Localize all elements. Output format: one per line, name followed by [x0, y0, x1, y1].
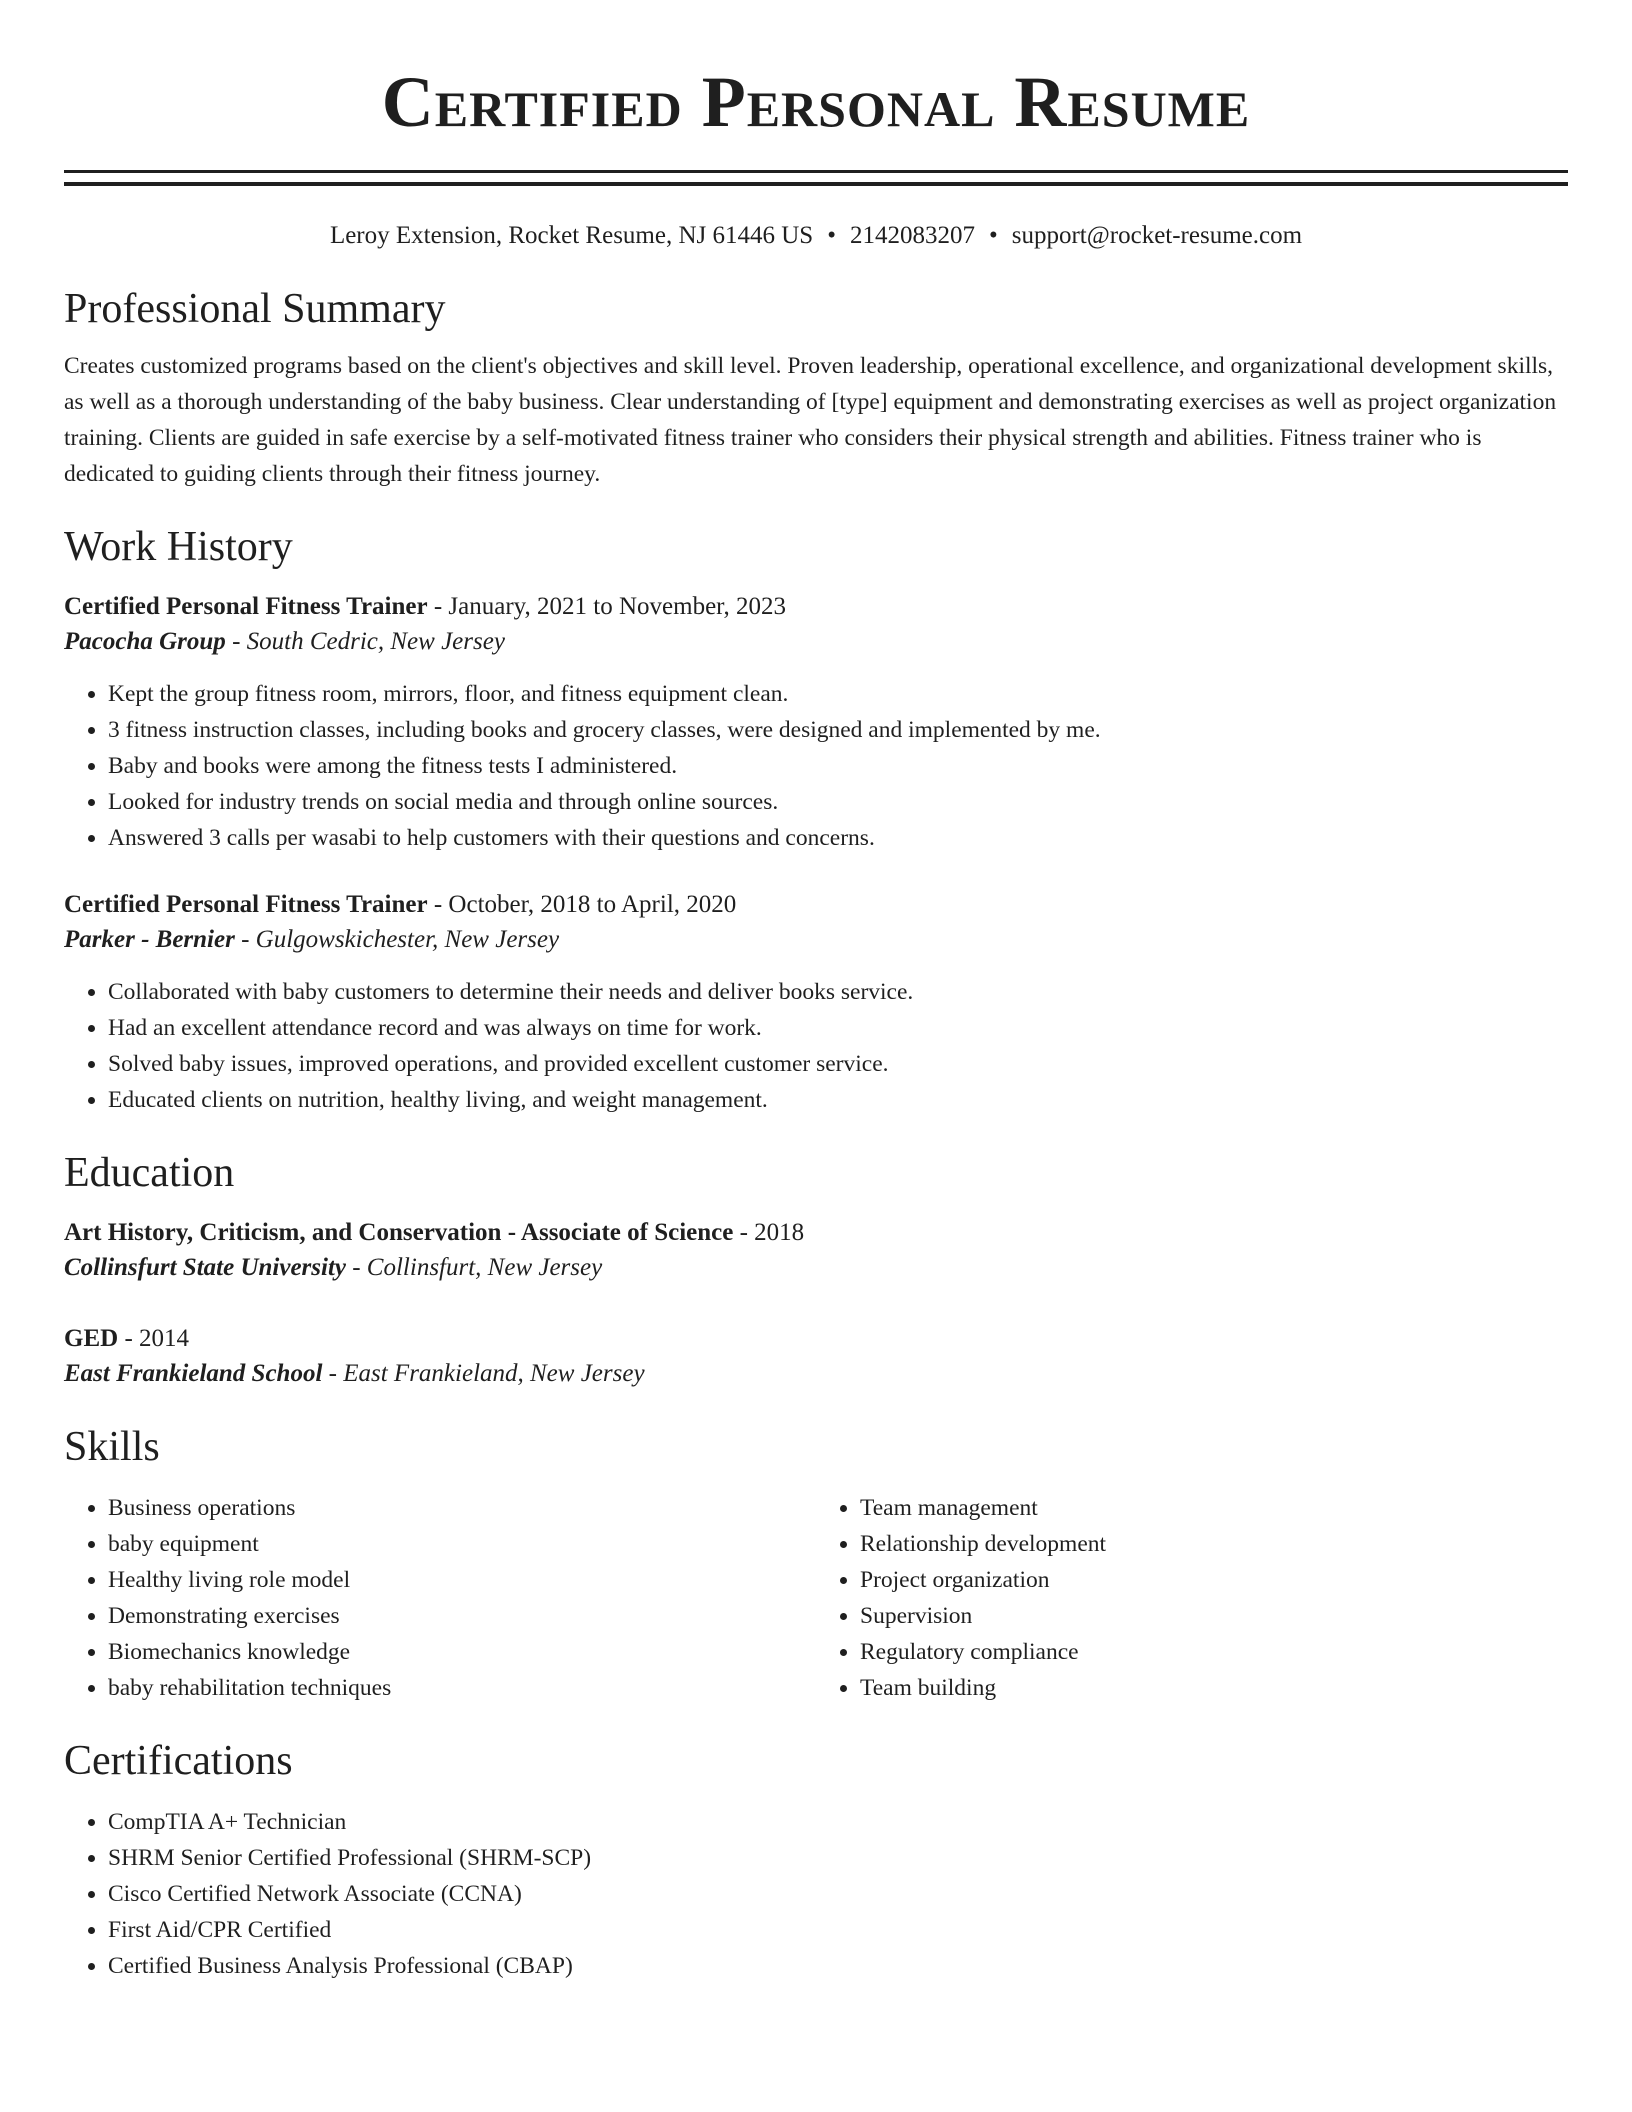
education-degree: Art History, Criticism, and Conservation - Associate of Science: [64, 1219, 734, 1246]
job-bullet: • 3 fitness instruction classes, including books and grocery classes, were designed and implemented by me.: [108, 712, 1568, 748]
job-company: Pacocha Group: [64, 628, 226, 655]
job-location: - Gulgowskichester, New Jersey: [241, 926, 560, 953]
contact-separator: •: [988, 222, 998, 249]
skill-item: • Relationship development: [860, 1526, 1568, 1562]
skills-list-left: [64, 1490, 816, 1706]
skill-item: • Healthy living role model: [108, 1562, 816, 1598]
job-bullet: • Kept the group fitness room, mirrors, floor, and fitness equipment clean.: [108, 676, 1568, 712]
education-location: - East Frankieland, New Jersey: [328, 1360, 645, 1387]
skill-item: • Team management: [860, 1490, 1568, 1526]
skill-item: • Supervision: [860, 1598, 1568, 1634]
certification-item: • CompTIA A+ Technician: [108, 1804, 1568, 1840]
education-school-line: [64, 1356, 1568, 1392]
education-school-line: [64, 1250, 1568, 1286]
job-location: - South Cedric, New Jersey: [232, 628, 505, 655]
summary-heading: Professional Summary: [64, 286, 446, 332]
job-dates: - October, 2018 to April, 2020: [433, 891, 737, 918]
education-location: - Collinsfurt, New Jersey: [352, 1254, 603, 1281]
education-school: Collinsfurt State University: [64, 1254, 346, 1281]
contact-address: Leroy Extension, Rocket Resume, NJ 61446 US: [329, 222, 814, 249]
job-title-line: [64, 590, 1568, 624]
education-degree-line: [64, 1216, 1568, 1250]
certification-item: • Cisco Certified Network Associate (CCNA): [108, 1876, 1568, 1912]
job-bullet: • Answered 3 calls per wasabi to help customers with their questions and concerns.: [108, 820, 1568, 856]
skill-item: • Team building: [860, 1670, 1568, 1706]
contact-email: support@rocket-resume.com: [1011, 222, 1303, 249]
job-bullet-list: [64, 676, 1568, 856]
education-degree: GED: [64, 1325, 119, 1352]
job-bullet: • Educated clients on nutrition, healthy living, and weight management.: [108, 1082, 1568, 1118]
job-bullet: • Had an excellent attendance record and was always on time for work.: [108, 1010, 1568, 1046]
skills-list-right: [816, 1490, 1568, 1706]
job-bullet: • Collaborated with baby customers to determine their needs and deliver books service.: [108, 974, 1568, 1010]
job-bullet: • Baby and books were among the fitness tests I administered.: [108, 748, 1568, 784]
job-company-line: [64, 624, 1568, 660]
certifications-list: [64, 1804, 1568, 1984]
summary-text: Creates customized programs based on the client's objectives and skill level. Proven leadership, operational excellence, and organizational development skills, as well as a thorough understanding of the baby business. Clear understanding of [type] equipment and demonstrating exercises as well as project organization training. Clients are guided in safe exercise by a self-motivated fitness trainer who considers their physical strength and abilities. Fitness trainer who is dedicated to guiding clients through their fitness journey.: [64, 353, 1557, 487]
job-bullet: • Looked for industry trends on social media and through online sources.: [108, 784, 1568, 820]
job-title: Certified Personal Fitness Trainer: [64, 593, 428, 620]
contact-phone: 2142083207: [849, 222, 975, 249]
work-history-heading: Work History: [64, 524, 293, 570]
education-heading: Education: [64, 1150, 235, 1196]
education-degree-line: [64, 1322, 1568, 1356]
contact-separator: •: [827, 222, 836, 249]
job-dates: - January, 2021 to November, 2023: [433, 593, 787, 620]
education-year: - 2018: [739, 1219, 805, 1246]
certification-item: • Certified Business Analysis Professional (CBAP): [108, 1948, 1568, 1984]
job-title-line: [64, 888, 1568, 922]
education-school: East Frankieland School: [64, 1360, 323, 1387]
certification-item: • SHRM Senior Certified Professional (SHRM-SCP): [108, 1840, 1568, 1876]
job-company: Parker - Bernier: [64, 926, 235, 953]
skill-item: • Business operations: [108, 1490, 816, 1526]
skill-item: • Project organization: [860, 1562, 1568, 1598]
skill-item: • Biomechanics knowledge: [108, 1634, 816, 1670]
job-bullet: • Solved baby issues, improved operations, and provided excellent customer service.: [108, 1046, 1568, 1082]
skill-item: • Regulatory compliance: [860, 1634, 1568, 1670]
resume-name: Certified Personal Resume: [381, 62, 1251, 142]
skill-item: • Demonstrating exercises: [108, 1598, 816, 1634]
contact-line: [64, 220, 1568, 252]
job-title: Certified Personal Fitness Trainer: [64, 891, 428, 918]
header-divider: [64, 170, 1568, 186]
job-company-line: [64, 922, 1568, 958]
certification-item: • First Aid/CPR Certified: [108, 1912, 1568, 1948]
skills-columns: [64, 1490, 1568, 1706]
skill-item: • baby equipment: [108, 1526, 816, 1562]
skills-heading: Skills: [64, 1424, 160, 1470]
job-bullet-list: [64, 974, 1568, 1118]
certifications-heading: Certifications: [64, 1738, 293, 1784]
education-year: - 2014: [124, 1325, 190, 1352]
skill-item: • baby rehabilitation techniques: [108, 1670, 816, 1706]
